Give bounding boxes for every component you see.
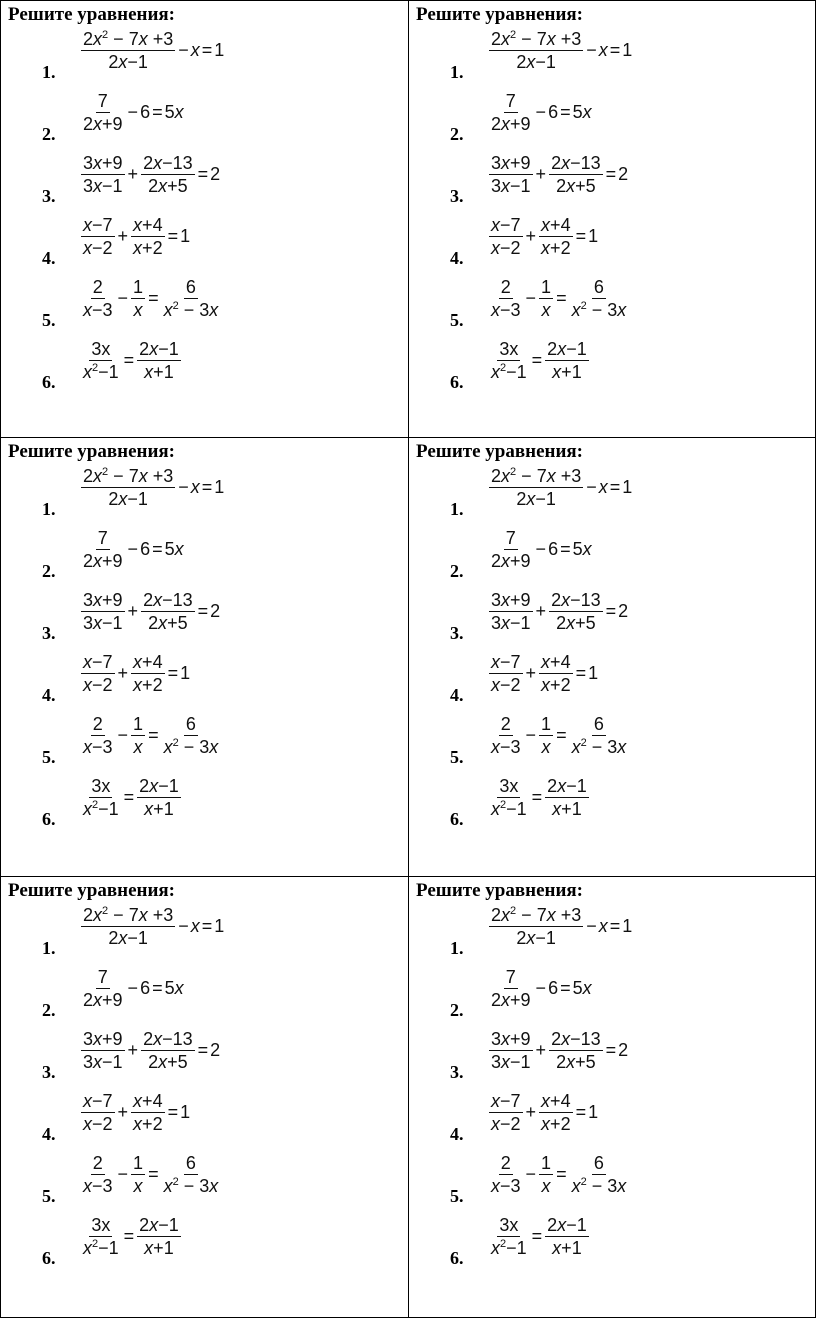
numerator: 3x bbox=[91, 339, 111, 359]
denominator: x bbox=[133, 737, 143, 757]
denominator: x bbox=[133, 300, 143, 320]
denominator: 2x−1 bbox=[108, 489, 148, 509]
denominator: $x^2 - 3x$ bbox=[571, 300, 627, 320]
denominator: x−2 bbox=[83, 238, 113, 258]
equation-number: 5. bbox=[42, 310, 56, 330]
equation-number: 5. bbox=[450, 310, 464, 330]
numerator: 6 bbox=[185, 277, 196, 297]
numerator: x+4 bbox=[541, 215, 571, 235]
numerator: x+4 bbox=[133, 652, 163, 672]
denominator: 2x+9 bbox=[491, 551, 531, 571]
fraction bbox=[545, 1214, 589, 1259]
fraction bbox=[141, 152, 195, 197]
equation-number: 5. bbox=[42, 747, 56, 767]
denominator: x−2 bbox=[491, 1114, 521, 1134]
fraction bbox=[141, 1028, 195, 1073]
numerator: $2x^2 - 7x +3$ bbox=[491, 905, 582, 925]
denominator: x−3 bbox=[491, 1176, 521, 1196]
cell-title: Решите уравнения: bbox=[416, 4, 584, 25]
numerator: 3x bbox=[499, 339, 519, 359]
denominator: x+1 bbox=[144, 362, 174, 382]
numerator: 2x−1 bbox=[139, 1215, 179, 1235]
equation-2: $\frac{7}{2x+9}$ − 6 = 5 x bbox=[491, 91, 592, 134]
denominator: x−3 bbox=[491, 737, 521, 757]
fraction bbox=[545, 338, 589, 383]
equation-6: $\frac{3x}{x^2-1}$ = $\frac{2x-1}{x+1}$ bbox=[491, 1215, 587, 1258]
equation-4: $\frac{x-7}{x-2}$ + $\frac{x+4}{x+2}$ = 1 bbox=[491, 215, 599, 258]
denominator: x bbox=[541, 737, 551, 757]
fraction bbox=[539, 1090, 573, 1135]
numerator: $2x^2 - 7x +3$ bbox=[83, 905, 174, 925]
equation-2: $\frac{7}{2x+9}$ − 6 = 5 x bbox=[83, 91, 184, 134]
numerator: $2x^2 - 7x +3$ bbox=[491, 466, 582, 486]
fraction bbox=[81, 1090, 115, 1135]
fraction bbox=[137, 338, 181, 383]
fraction bbox=[81, 465, 175, 510]
fraction bbox=[81, 90, 125, 135]
numerator: $2x^2 - 7x +3$ bbox=[83, 29, 174, 49]
numerator: 2 bbox=[92, 1153, 103, 1173]
equation-4: $\frac{x-7}{x-2}$ + $\frac{x+4}{x+2}$ = 1 bbox=[83, 652, 191, 695]
fraction bbox=[570, 1152, 629, 1197]
numerator: x−7 bbox=[83, 652, 113, 672]
denominator: x bbox=[133, 1176, 143, 1196]
denominator: x−3 bbox=[491, 300, 521, 320]
numerator: x+4 bbox=[541, 652, 571, 672]
fraction bbox=[81, 966, 125, 1011]
equation-number: 2. bbox=[450, 561, 464, 581]
equation-1: $\frac{2x^2 - 7x +3}{2x-1}$ − x = 1 bbox=[491, 29, 633, 72]
fraction bbox=[489, 966, 533, 1011]
denominator: x+2 bbox=[541, 675, 571, 695]
equation-number: 3. bbox=[42, 186, 56, 206]
numerator: 2x−1 bbox=[139, 776, 179, 796]
fraction bbox=[489, 1214, 529, 1259]
fraction bbox=[489, 527, 533, 572]
numerator: 2 bbox=[92, 714, 103, 734]
denominator: $x^2-1$ bbox=[491, 362, 527, 382]
equation-3: $\frac{3x+9}{3x-1}$ + $\frac{2x-13}{2x+5}$ = 2 bbox=[83, 1029, 221, 1072]
equation-number: 2. bbox=[42, 1000, 56, 1020]
numerator: 2x−13 bbox=[551, 590, 601, 610]
worksheet-cell bbox=[408, 0, 814, 438]
equation-number: 6. bbox=[42, 372, 56, 392]
denominator: x+1 bbox=[144, 1238, 174, 1258]
fraction bbox=[81, 527, 125, 572]
numerator: 2x−1 bbox=[139, 339, 179, 359]
fraction bbox=[131, 651, 165, 696]
denominator: $x^2-1$ bbox=[491, 799, 527, 819]
equation-3: $\frac{3x+9}{3x-1}$ + $\frac{2x-13}{2x+5}$ = 2 bbox=[491, 1029, 629, 1072]
denominator: 2x+9 bbox=[83, 990, 123, 1010]
denominator: 3x−1 bbox=[491, 1052, 531, 1072]
denominator: 2x+5 bbox=[148, 176, 188, 196]
fraction bbox=[137, 1214, 181, 1259]
numerator: 2x−13 bbox=[143, 1029, 193, 1049]
denominator: x−2 bbox=[83, 675, 113, 695]
numerator: 1 bbox=[541, 1153, 552, 1173]
fraction bbox=[141, 589, 195, 634]
numerator: x−7 bbox=[83, 215, 113, 235]
fraction bbox=[489, 28, 583, 73]
numerator: 3x bbox=[499, 776, 519, 796]
numerator: 3x bbox=[91, 776, 111, 796]
equation-number: 3. bbox=[450, 186, 464, 206]
numerator: 7 bbox=[505, 91, 516, 111]
fraction bbox=[545, 775, 589, 820]
equation-number: 6. bbox=[42, 1248, 56, 1268]
equation-number: 1. bbox=[450, 62, 464, 82]
numerator: 6 bbox=[185, 1153, 196, 1173]
equation-number: 3. bbox=[450, 623, 464, 643]
equation-number: 6. bbox=[450, 372, 464, 392]
equation-number: 3. bbox=[42, 623, 56, 643]
equation-6: $\frac{3x}{x^2-1}$ = $\frac{2x-1}{x+1}$ bbox=[83, 1215, 179, 1258]
fraction bbox=[489, 214, 523, 259]
fraction bbox=[131, 1152, 145, 1197]
fraction bbox=[489, 904, 583, 949]
numerator: 6 bbox=[593, 714, 604, 734]
fraction bbox=[489, 152, 533, 197]
denominator: x+2 bbox=[541, 1114, 571, 1134]
equation-1: $\frac{2x^2 - 7x +3}{2x-1}$ − x = 1 bbox=[83, 29, 225, 72]
equation-number: 6. bbox=[450, 1248, 464, 1268]
numerator: 6 bbox=[185, 714, 196, 734]
numerator: 2 bbox=[500, 714, 511, 734]
cell-title: Решите уравнения: bbox=[416, 880, 584, 901]
numerator: 3x+9 bbox=[491, 1029, 531, 1049]
fraction bbox=[81, 589, 125, 634]
numerator: 3x bbox=[499, 1215, 519, 1235]
denominator: x−3 bbox=[83, 1176, 113, 1196]
equation-1: $\frac{2x^2 - 7x +3}{2x-1}$ − x = 1 bbox=[83, 466, 225, 509]
denominator: 3x−1 bbox=[83, 176, 123, 196]
fraction bbox=[131, 1090, 165, 1135]
equation-number: 1. bbox=[42, 62, 56, 82]
numerator: 2x−1 bbox=[547, 1215, 587, 1235]
equation-number: 2. bbox=[42, 561, 56, 581]
equation-2: $\frac{7}{2x+9}$ − 6 = 5 x bbox=[491, 967, 592, 1010]
cell-title: Решите уравнения: bbox=[416, 441, 584, 462]
numerator: 2x−13 bbox=[143, 153, 193, 173]
equation-6: $\frac{3x}{x^2-1}$ = $\frac{2x-1}{x+1}$ bbox=[491, 776, 587, 819]
denominator: 2x−1 bbox=[108, 52, 148, 72]
equation-2: $\frac{7}{2x+9}$ − 6 = 5 x bbox=[491, 528, 592, 571]
equation-number: 1. bbox=[450, 499, 464, 519]
denominator: $x^2 - 3x$ bbox=[163, 300, 219, 320]
equation-number: 1. bbox=[450, 938, 464, 958]
equation-number: 4. bbox=[450, 685, 464, 705]
fraction bbox=[131, 713, 145, 758]
numerator: x+4 bbox=[133, 215, 163, 235]
fraction bbox=[81, 775, 121, 820]
equation-number: 6. bbox=[42, 809, 56, 829]
fraction bbox=[81, 152, 125, 197]
fraction bbox=[162, 276, 221, 321]
denominator: x+1 bbox=[552, 799, 582, 819]
denominator: $x^2-1$ bbox=[83, 362, 119, 382]
fraction bbox=[489, 90, 533, 135]
equation-number: 4. bbox=[42, 685, 56, 705]
fraction bbox=[81, 651, 115, 696]
equation-4: $\frac{x-7}{x-2}$ + $\frac{x+4}{x+2}$ = 1 bbox=[491, 652, 599, 695]
equation-number: 2. bbox=[42, 124, 56, 144]
denominator: $x^2 - 3x$ bbox=[163, 737, 219, 757]
equation-3: $\frac{3x+9}{3x-1}$ + $\frac{2x-13}{2x+5}$ = 2 bbox=[83, 590, 221, 633]
equation-3: $\frac{3x+9}{3x-1}$ + $\frac{2x-13}{2x+5}$ = 2 bbox=[491, 153, 629, 196]
fraction bbox=[81, 1028, 125, 1073]
fraction bbox=[81, 713, 115, 758]
numerator: 7 bbox=[97, 528, 108, 548]
equation-1: $\frac{2x^2 - 7x +3}{2x-1}$ − x = 1 bbox=[83, 905, 225, 948]
denominator: $x^2-1$ bbox=[491, 1238, 527, 1258]
equation-3: $\frac{3x+9}{3x-1}$ + $\frac{2x-13}{2x+5}$ = 2 bbox=[491, 590, 629, 633]
equation-1: $\frac{2x^2 - 7x +3}{2x-1}$ − x = 1 bbox=[491, 905, 633, 948]
denominator: x bbox=[541, 1176, 551, 1196]
fraction bbox=[489, 1028, 533, 1073]
equation-4: $\frac{x-7}{x-2}$ + $\frac{x+4}{x+2}$ = 1 bbox=[491, 1091, 599, 1134]
numerator: 1 bbox=[541, 277, 552, 297]
denominator: x+1 bbox=[144, 799, 174, 819]
equation-4: $\frac{x-7}{x-2}$ + $\frac{x+4}{x+2}$ = 1 bbox=[83, 1091, 191, 1134]
fraction bbox=[570, 276, 629, 321]
fraction bbox=[162, 713, 221, 758]
numerator: 1 bbox=[133, 714, 144, 734]
denominator: x bbox=[541, 300, 551, 320]
fraction bbox=[81, 1214, 121, 1259]
equation-5: $\frac{2}{x-3}$ − $\frac{1}{x}$ = $\frac{6}{x^2 - 3x}$ bbox=[83, 277, 219, 320]
fraction bbox=[549, 152, 603, 197]
denominator: x+2 bbox=[133, 238, 163, 258]
cell-title: Решите уравнения: bbox=[8, 4, 176, 25]
equation-6: $\frac{3x}{x^2-1}$ = $\frac{2x-1}{x+1}$ bbox=[83, 776, 179, 819]
equation-6: $\frac{3x}{x^2-1}$ = $\frac{2x-1}{x+1}$ bbox=[83, 339, 179, 382]
denominator: 2x−1 bbox=[108, 928, 148, 948]
denominator: 3x−1 bbox=[491, 613, 531, 633]
numerator: 2x−13 bbox=[143, 590, 193, 610]
equation-4: $\frac{x-7}{x-2}$ + $\frac{x+4}{x+2}$ = 1 bbox=[83, 215, 191, 258]
denominator: 2x−1 bbox=[516, 489, 556, 509]
fraction bbox=[489, 589, 533, 634]
denominator: x−2 bbox=[83, 1114, 113, 1134]
numerator: 3x+9 bbox=[491, 153, 531, 173]
equation-number: 5. bbox=[450, 1186, 464, 1206]
equation-1: $\frac{2x^2 - 7x +3}{2x-1}$ − x = 1 bbox=[491, 466, 633, 509]
numerator: 7 bbox=[505, 967, 516, 987]
denominator: $x^2-1$ bbox=[83, 799, 119, 819]
equation-number: 3. bbox=[450, 1062, 464, 1082]
denominator: 2x+9 bbox=[491, 990, 531, 1010]
numerator: 1 bbox=[133, 1153, 144, 1173]
equation-6: $\frac{3x}{x^2-1}$ = $\frac{2x-1}{x+1}$ bbox=[491, 339, 587, 382]
denominator: 3x−1 bbox=[83, 613, 123, 633]
denominator: $x^2 - 3x$ bbox=[571, 1176, 627, 1196]
denominator: $x^2 - 3x$ bbox=[163, 1176, 219, 1196]
fraction bbox=[489, 465, 583, 510]
fraction bbox=[489, 713, 523, 758]
fraction bbox=[549, 589, 603, 634]
equation-5: $\frac{2}{x-3}$ − $\frac{1}{x}$ = $\frac{6}{x^2 - 3x}$ bbox=[491, 277, 627, 320]
fraction bbox=[131, 214, 165, 259]
numerator: $2x^2 - 7x +3$ bbox=[491, 29, 582, 49]
numerator: 3x bbox=[91, 1215, 111, 1235]
denominator: x+2 bbox=[541, 238, 571, 258]
equation-5: $\frac{2}{x-3}$ − $\frac{1}{x}$ = $\frac{6}{x^2 - 3x}$ bbox=[491, 714, 627, 757]
fraction bbox=[81, 276, 115, 321]
denominator: 3x−1 bbox=[491, 176, 531, 196]
fraction bbox=[81, 28, 175, 73]
denominator: 2x+9 bbox=[83, 114, 123, 134]
denominator: x−3 bbox=[83, 737, 113, 757]
equation-5: $\frac{2}{x-3}$ − $\frac{1}{x}$ = $\frac{6}{x^2 - 3x}$ bbox=[83, 1153, 219, 1196]
numerator: 2x−1 bbox=[547, 776, 587, 796]
equation-2: $\frac{7}{2x+9}$ − 6 = 5 x bbox=[83, 967, 184, 1010]
worksheet-cell bbox=[408, 437, 814, 875]
numerator: 1 bbox=[133, 277, 144, 297]
numerator: x+4 bbox=[133, 1091, 163, 1111]
denominator: x+1 bbox=[552, 1238, 582, 1258]
equation-3: $\frac{3x+9}{3x-1}$ + $\frac{2x-13}{2x+5}$ = 2 bbox=[83, 153, 221, 196]
fraction bbox=[539, 214, 573, 259]
fraction bbox=[489, 1152, 523, 1197]
equation-5: $\frac{2}{x-3}$ − $\frac{1}{x}$ = $\frac{6}{x^2 - 3x}$ bbox=[491, 1153, 627, 1196]
fraction bbox=[81, 338, 121, 383]
numerator: 6 bbox=[593, 277, 604, 297]
numerator: 2x−13 bbox=[551, 153, 601, 173]
denominator: x+2 bbox=[133, 675, 163, 695]
denominator: 2x+5 bbox=[148, 1052, 188, 1072]
fraction bbox=[162, 1152, 221, 1197]
fraction bbox=[549, 1028, 603, 1073]
numerator: 3x+9 bbox=[83, 590, 123, 610]
fraction bbox=[489, 775, 529, 820]
numerator: 2x−1 bbox=[547, 339, 587, 359]
equation-number: 5. bbox=[42, 1186, 56, 1206]
numerator: x+4 bbox=[541, 1091, 571, 1111]
fraction bbox=[539, 651, 573, 696]
fraction bbox=[539, 1152, 553, 1197]
worksheet-cell bbox=[0, 876, 406, 1314]
fraction bbox=[570, 713, 629, 758]
fraction bbox=[539, 276, 553, 321]
denominator: 2x−1 bbox=[516, 52, 556, 72]
numerator: 2 bbox=[92, 277, 103, 297]
denominator: 3x−1 bbox=[83, 1052, 123, 1072]
equation-number: 4. bbox=[450, 1124, 464, 1144]
cell-title: Решите уравнения: bbox=[8, 441, 176, 462]
equation-number: 3. bbox=[42, 1062, 56, 1082]
denominator: 2x+5 bbox=[556, 1052, 596, 1072]
equation-number: 2. bbox=[450, 124, 464, 144]
numerator: x−7 bbox=[491, 652, 521, 672]
fraction bbox=[81, 904, 175, 949]
fraction bbox=[131, 276, 145, 321]
numerator: 7 bbox=[505, 528, 516, 548]
equation-5: $\frac{2}{x-3}$ − $\frac{1}{x}$ = $\frac{6}{x^2 - 3x}$ bbox=[83, 714, 219, 757]
denominator: 2x+5 bbox=[148, 613, 188, 633]
denominator: $x^2-1$ bbox=[83, 1238, 119, 1258]
numerator: x−7 bbox=[491, 1091, 521, 1111]
numerator: 7 bbox=[97, 967, 108, 987]
numerator: $2x^2 - 7x +3$ bbox=[83, 466, 174, 486]
numerator: x−7 bbox=[83, 1091, 113, 1111]
fraction bbox=[489, 276, 523, 321]
equation-number: 4. bbox=[42, 1124, 56, 1144]
equation-number: 5. bbox=[450, 747, 464, 767]
numerator: 2 bbox=[500, 1153, 511, 1173]
numerator: 2x−13 bbox=[551, 1029, 601, 1049]
denominator: $x^2 - 3x$ bbox=[571, 737, 627, 757]
denominator: x+1 bbox=[552, 362, 582, 382]
numerator: x−7 bbox=[491, 215, 521, 235]
numerator: 7 bbox=[97, 91, 108, 111]
denominator: 2x+5 bbox=[556, 176, 596, 196]
worksheet-cell bbox=[408, 876, 814, 1314]
equation-number: 1. bbox=[42, 499, 56, 519]
numerator: 6 bbox=[593, 1153, 604, 1173]
fraction bbox=[489, 651, 523, 696]
denominator: 2x−1 bbox=[516, 928, 556, 948]
denominator: x−3 bbox=[83, 300, 113, 320]
numerator: 3x+9 bbox=[83, 1029, 123, 1049]
equation-number: 4. bbox=[450, 248, 464, 268]
fraction bbox=[137, 775, 181, 820]
numerator: 3x+9 bbox=[491, 590, 531, 610]
denominator: 2x+5 bbox=[556, 613, 596, 633]
denominator: 2x+9 bbox=[491, 114, 531, 134]
numerator: 1 bbox=[541, 714, 552, 734]
fraction bbox=[81, 214, 115, 259]
cell-title: Решите уравнения: bbox=[8, 880, 176, 901]
equation-number: 6. bbox=[450, 809, 464, 829]
equation-2: $\frac{7}{2x+9}$ − 6 = 5 x bbox=[83, 528, 184, 571]
denominator: 2x+9 bbox=[83, 551, 123, 571]
worksheet-cell bbox=[0, 0, 406, 438]
fraction bbox=[539, 713, 553, 758]
denominator: x+2 bbox=[133, 1114, 163, 1134]
numerator: 3x+9 bbox=[83, 153, 123, 173]
fraction bbox=[81, 1152, 115, 1197]
numerator: 2 bbox=[500, 277, 511, 297]
denominator: x−2 bbox=[491, 238, 521, 258]
fraction bbox=[489, 338, 529, 383]
equation-number: 1. bbox=[42, 938, 56, 958]
equation-number: 4. bbox=[42, 248, 56, 268]
worksheet-cell bbox=[0, 437, 406, 875]
fraction bbox=[489, 1090, 523, 1135]
denominator: x−2 bbox=[491, 675, 521, 695]
equation-number: 2. bbox=[450, 1000, 464, 1020]
